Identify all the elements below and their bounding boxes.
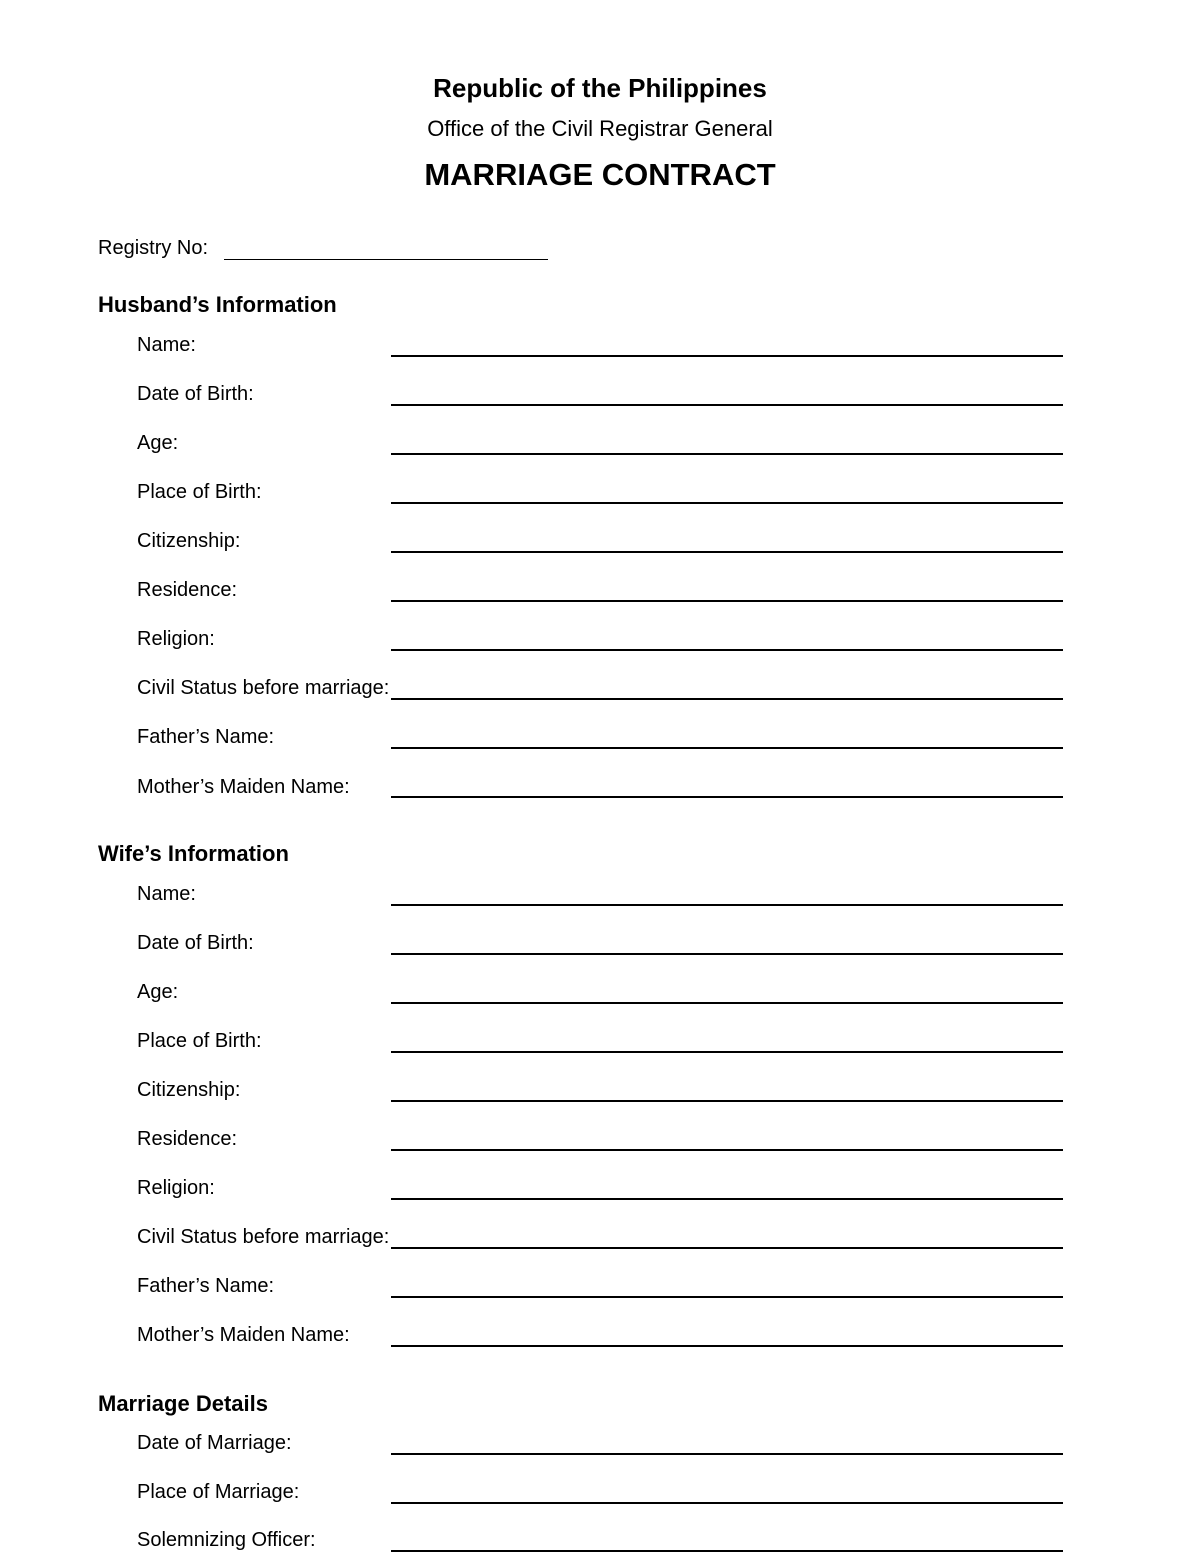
registry-number-field[interactable] bbox=[224, 259, 548, 260]
husband-section-title: Husband’s Information bbox=[98, 292, 337, 317]
husband-citizenship-label: Citizenship: bbox=[137, 530, 241, 552]
husband-residence-field[interactable] bbox=[391, 600, 1063, 602]
wife-residence-label: Residence: bbox=[137, 1128, 238, 1150]
husband-father-name-field[interactable] bbox=[391, 747, 1063, 749]
wife-religion-label: Religion: bbox=[137, 1177, 215, 1199]
wife-place-of-birth-field[interactable] bbox=[391, 1051, 1063, 1053]
wife-father-name-label: Father’s Name: bbox=[137, 1275, 275, 1297]
wife-name-label: Name: bbox=[137, 883, 196, 905]
solemnizing-officer-field[interactable] bbox=[391, 1550, 1063, 1552]
wife-dob-field[interactable] bbox=[391, 953, 1063, 955]
husband-civil-status-field[interactable] bbox=[391, 698, 1063, 700]
document-title: MARRIAGE CONTRACT bbox=[424, 157, 776, 192]
wife-civil-status-field[interactable] bbox=[391, 1247, 1063, 1249]
wife-mother-maiden-name-label: Mother’s Maiden Name: bbox=[137, 1324, 350, 1346]
husband-age-field[interactable] bbox=[391, 453, 1063, 455]
wife-mother-maiden-name-field[interactable] bbox=[391, 1345, 1063, 1347]
husband-religion-field[interactable] bbox=[391, 649, 1063, 651]
marriage-place-field[interactable] bbox=[391, 1502, 1063, 1504]
husband-name-field[interactable] bbox=[391, 355, 1063, 357]
solemnizing-officer-label: Solemnizing Officer: bbox=[137, 1529, 316, 1551]
husband-citizenship-field[interactable] bbox=[391, 551, 1063, 553]
wife-age-field[interactable] bbox=[391, 1002, 1063, 1004]
marriage-section-title: Marriage Details bbox=[98, 1391, 268, 1416]
country-heading: Republic of the Philippines bbox=[433, 73, 767, 103]
wife-residence-field[interactable] bbox=[391, 1149, 1063, 1151]
marriage-date-label: Date of Marriage: bbox=[137, 1432, 292, 1454]
husband-religion-label: Religion: bbox=[137, 628, 215, 650]
husband-father-name-label: Father’s Name: bbox=[137, 726, 275, 748]
wife-religion-field[interactable] bbox=[391, 1198, 1063, 1200]
husband-place-of-birth-field[interactable] bbox=[391, 502, 1063, 504]
wife-age-label: Age: bbox=[137, 981, 179, 1003]
wife-place-of-birth-label: Place of Birth: bbox=[137, 1030, 262, 1052]
office-heading: Office of the Civil Registrar General bbox=[427, 116, 773, 141]
husband-civil-status-label: Civil Status before marriage: bbox=[137, 677, 390, 699]
registry-label: Registry No: bbox=[98, 237, 209, 259]
wife-citizenship-field[interactable] bbox=[391, 1100, 1063, 1102]
husband-dob-field[interactable] bbox=[391, 404, 1063, 406]
wife-dob-label: Date of Birth: bbox=[137, 932, 254, 954]
husband-mother-maiden-name-label: Mother’s Maiden Name: bbox=[137, 776, 350, 798]
wife-father-name-field[interactable] bbox=[391, 1296, 1063, 1298]
husband-name-label: Name: bbox=[137, 334, 196, 356]
marriage-place-label: Place of Marriage: bbox=[137, 1481, 300, 1503]
marriage-date-field[interactable] bbox=[391, 1453, 1063, 1455]
husband-age-label: Age: bbox=[137, 432, 179, 454]
wife-civil-status-label: Civil Status before marriage: bbox=[137, 1226, 390, 1248]
wife-citizenship-label: Citizenship: bbox=[137, 1079, 241, 1101]
husband-place-of-birth-label: Place of Birth: bbox=[137, 481, 262, 503]
husband-residence-label: Residence: bbox=[137, 579, 238, 601]
husband-dob-label: Date of Birth: bbox=[137, 383, 254, 405]
wife-name-field[interactable] bbox=[391, 904, 1063, 906]
husband-mother-maiden-name-field[interactable] bbox=[391, 796, 1063, 798]
wife-section-title: Wife’s Information bbox=[98, 841, 289, 866]
